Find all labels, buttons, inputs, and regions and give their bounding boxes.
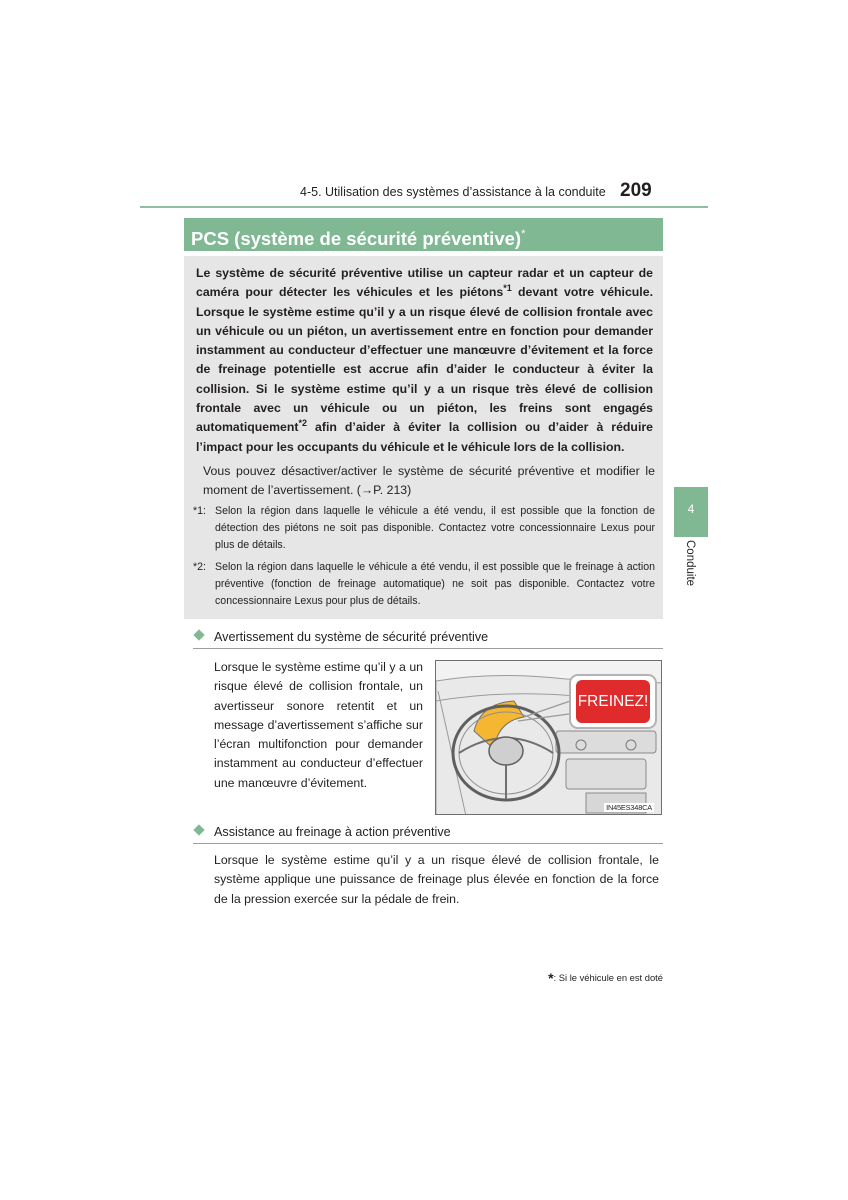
intro-paragraph bbox=[196, 264, 653, 457]
footnote-1 bbox=[193, 503, 655, 555]
header-divider bbox=[140, 206, 708, 208]
footnote-ref-2: *2 bbox=[298, 418, 307, 429]
diamond-bullet-icon bbox=[193, 629, 204, 640]
availability-footnote-text: : Si le véhicule en est doté bbox=[553, 972, 663, 983]
footnote-1-text: Selon la région dans laquelle le véhicule a été vendu, il est possible que la fonction de détection des piétons ne soit pas disponible. Contactez votre concessionnaire Lexus pour plus de détails. bbox=[215, 505, 655, 552]
illustration-code: IN45ES348CA bbox=[606, 803, 652, 812]
section-warning-text: Lorsque le système estime qu’il y a un risque élevé de collision frontale, un avertisseur sonore retentit et un message d’avertissement s’affiche sur l’écran multifonction pour demander instamment au conducteur d’effectuer une manœuvre d’évitement. bbox=[214, 660, 423, 790]
page-title-text: PCS (système de sécurité préventive) bbox=[191, 228, 522, 249]
footnote-ref-1: *1 bbox=[503, 283, 512, 294]
chapter-tab: 4 bbox=[674, 487, 708, 537]
section-heading-warning-label: Avertissement du système de sécurité préventive bbox=[214, 630, 489, 644]
chapter-label: Conduite bbox=[684, 540, 696, 587]
section-heading-warning bbox=[193, 628, 663, 649]
header-section-title: 4-5. Utilisation des systèmes d’assistance à la conduite bbox=[300, 185, 606, 199]
footnote-2 bbox=[193, 559, 655, 611]
page-title bbox=[184, 218, 663, 251]
footnote-2-mark: *2: bbox=[193, 561, 206, 573]
diamond-bullet-icon bbox=[193, 824, 204, 835]
settings-note: Vous pouvez désactiver/activer le système de sécurité préventive et modifier le moment de l’avertissement. (→P. 213) bbox=[203, 464, 655, 498]
footnote-1-mark: *1: bbox=[193, 505, 206, 517]
footnote-2-text: Selon la région dans laquelle le véhicule a été vendu, il est possible que le freinage à action préventive (fonction de freinage automatique) ne soit pas disponible. Contactez votre concessionnaire Lexus pour plus de détails. bbox=[215, 561, 655, 608]
title-asterisk: * bbox=[521, 228, 526, 240]
intro-text-1: Le système de sécurité préventive utilise un capteur radar et un capteur de caméra pour détecter les véhicules et les piétons bbox=[196, 266, 653, 300]
intro-text-3: afin d’aider à éviter la collision ou d’aider à réduire l’impact pour les occupants du véhicule et le véhicule lors de la collision. bbox=[196, 420, 653, 454]
section-heading-brake-assist-label: Assistance au freinage à action préventive bbox=[214, 825, 451, 839]
warning-bubble bbox=[569, 674, 657, 729]
section-heading-brake-assist bbox=[193, 823, 663, 844]
intro-text-2: devant votre véhicule. Lorsque le système estime qu’il y a un risque élevé de collision frontale avec un véhicule ou un piéton, un avertissement entre en fonction pour demander instamment au conducteur d’effectuer une manœuvre d’évitement et la force de freinage potentielle est accrue afin d’aider le conducteur à éviter la collision. Si le système estime qu’il y a un risque très élevé de collision frontale avec un véhicule ou un piéton, les freins sont engagés automatiquement bbox=[196, 285, 653, 435]
section-brake-assist-text: Lorsque le système estime qu’il y a un risque élevé de collision frontale, le système applique une puissance de freinage plus élevée en fonction de la force de la pression exercée sur la pédale de frein. bbox=[214, 853, 659, 906]
brake-warning-message: FREINEZ! bbox=[576, 680, 650, 723]
availability-footnote bbox=[480, 970, 663, 986]
page-number: 209 bbox=[620, 180, 652, 201]
asterisk-icon: * bbox=[548, 970, 554, 986]
dashboard-illustration bbox=[435, 660, 662, 815]
